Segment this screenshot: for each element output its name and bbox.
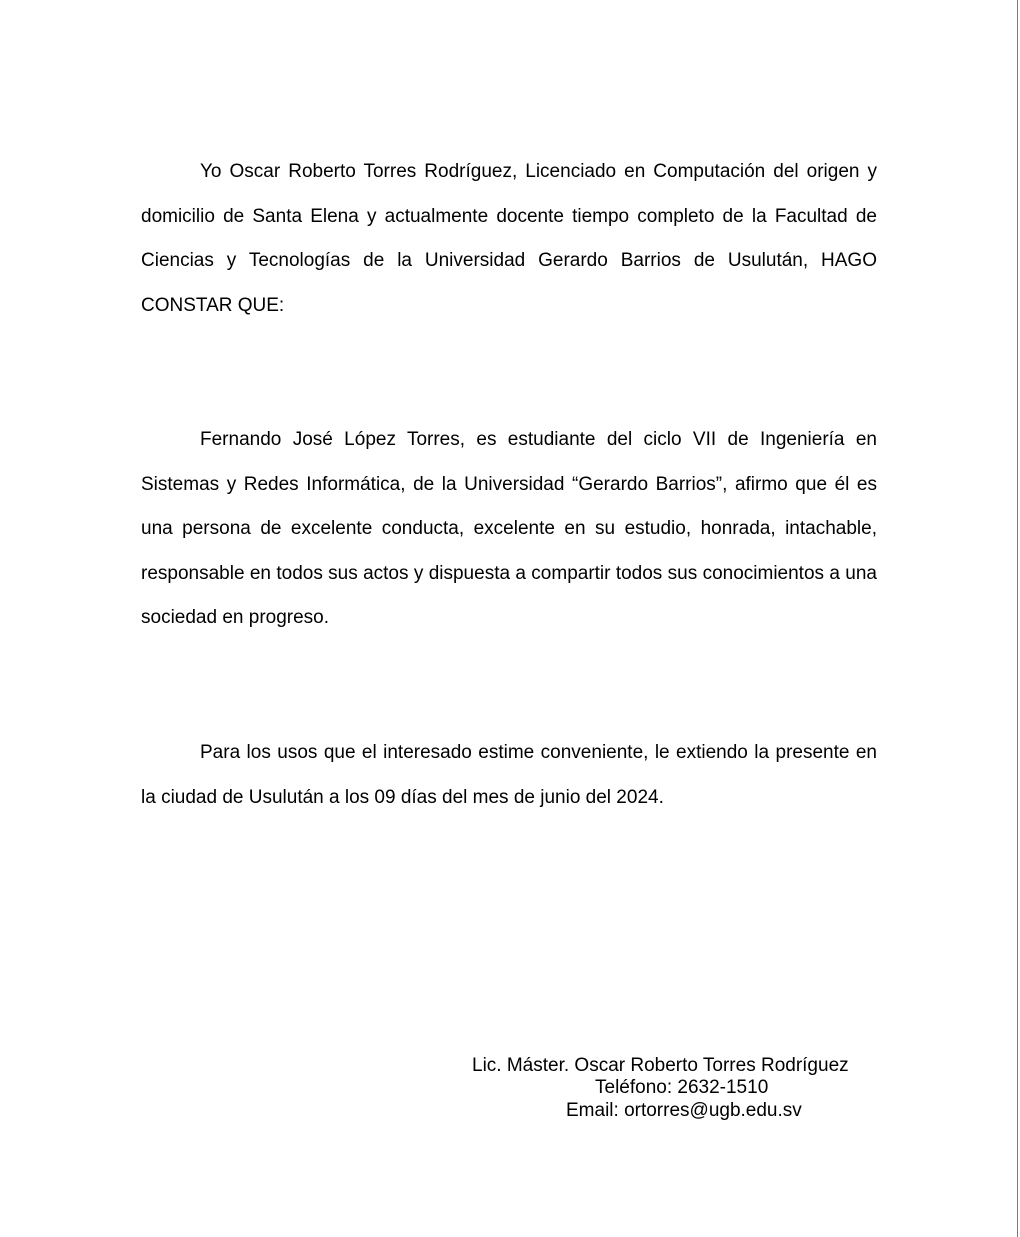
signature-email: Email: ortorres@ugb.edu.sv [566,1100,802,1121]
page-edge-line [1017,0,1018,1237]
paragraph-declarant: Yo Oscar Roberto Torres Rodríguez, Licenciado en Computación del origen y domicilio de Santa Elena y actualmente docente tiempo completo de la Facultad de Ciencias y Tecnologías de la Universidad Gerardo Barrios de Usulután, HAGO CONSTAR QUE: [141,161,877,316]
signature-phone: Teléfono: 2632-1510 [595,1077,769,1098]
signature-name: Lic. Máster. Oscar Roberto Torres Rodríguez [472,1055,849,1076]
paragraph-closing: Para los usos que el interesado estime conveniente, le extiendo la presente en la ciudad de Usulután a los 09 días del mes de junio del 2024. [141,742,877,808]
paragraph-student-reference: Fernando José López Torres, es estudiante del ciclo VII de Ingeniería en Sistemas y Redes Informática, de la Universidad “Gerardo Barrios”, afirmo que él es una persona de excelente conducta, excelente en su estudio, honrada, intachable, responsable en todos sus actos y dispuesta a compartir todos sus conocimientos a una sociedad en progreso. [141,429,877,629]
